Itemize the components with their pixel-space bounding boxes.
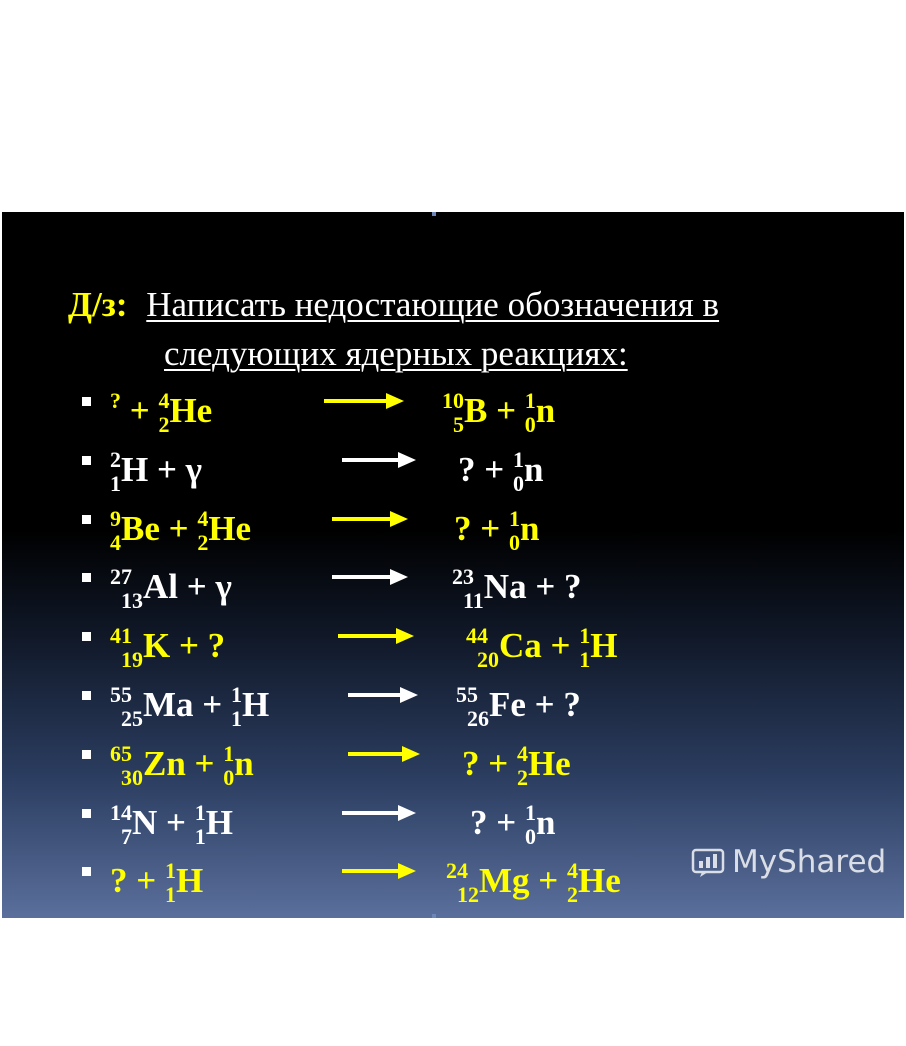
nuclide-term: [579, 623, 618, 672]
nuclide-term: [158, 388, 213, 437]
atomic-number: 7: [121, 824, 132, 849]
mass-number: 4: [158, 388, 170, 413]
nuclide-term: [454, 509, 509, 548]
arrow-icon: [324, 391, 404, 411]
term-text: n: [535, 391, 556, 430]
nuclide-term: [194, 800, 233, 849]
nuclide-term: [110, 800, 195, 849]
mass-number: 2: [110, 447, 121, 472]
term-text: N +: [132, 803, 195, 842]
atomic-number: 0: [508, 530, 520, 555]
arrow-icon: [342, 861, 416, 881]
mass-number: 1: [512, 447, 524, 472]
slide-marker: [432, 212, 436, 216]
mass-number: 24: [446, 858, 468, 883]
term-text: He: [577, 861, 621, 900]
term-text: Ca +: [499, 626, 580, 665]
mass-number: 55: [110, 682, 132, 707]
nuclide-term: [230, 682, 270, 731]
term-text: Mg +: [479, 861, 567, 900]
bullet-icon: [82, 750, 91, 759]
nuclide-term: [110, 564, 232, 613]
atomic-number: 11: [463, 588, 484, 613]
reaction-item: [2, 431, 904, 496]
mass-number: 1: [508, 506, 520, 531]
nuclide-term: [470, 803, 525, 842]
term-text: n: [519, 509, 540, 548]
mass-number: 4: [566, 858, 578, 883]
arrow-icon: [342, 450, 416, 470]
atomic-number: 12: [457, 882, 479, 907]
homework-label: Д/з:: [68, 285, 128, 324]
atomic-number: 0: [524, 824, 536, 849]
atomic-number: 25: [121, 706, 143, 731]
bullet-icon: [82, 809, 91, 818]
nuclide-term: [110, 741, 224, 790]
nuclide-term: [512, 447, 544, 496]
nuclide-term: [110, 682, 231, 731]
atomic-number: 0: [223, 765, 235, 790]
mass-number: 41: [110, 623, 132, 648]
term-text: ? +: [110, 861, 165, 900]
watermark-text: MyShared: [732, 844, 887, 880]
nuclide-term: [110, 388, 121, 430]
reaction-item: [2, 548, 904, 613]
term-text: Ma +: [143, 685, 231, 724]
atomic-number: 2: [158, 412, 170, 437]
term-text: ? +: [462, 744, 517, 783]
term-text: ? +: [470, 803, 525, 842]
mass-number: 1: [223, 741, 235, 766]
bullet-icon: [82, 867, 91, 876]
mass-number: 1: [579, 623, 591, 648]
bullet-icon: [82, 515, 91, 524]
arrow-icon: [338, 626, 414, 646]
term-text: +: [121, 391, 159, 430]
mass-number: 4: [516, 741, 528, 766]
term-text: Na + ?: [483, 567, 582, 606]
atomic-number: 1: [579, 647, 591, 672]
reaction-item: [2, 784, 904, 849]
mass-number: 23: [452, 564, 474, 589]
atomic-number: 2: [516, 765, 528, 790]
atomic-number: 30: [121, 765, 143, 790]
nuclide-term: [164, 858, 204, 907]
mass-number: 1: [230, 682, 242, 707]
nuclide-term: [466, 623, 580, 672]
atomic-number: 1: [230, 706, 242, 731]
term-text: H + γ: [121, 450, 203, 489]
atomic-number: 0: [512, 471, 524, 496]
reaction-item: [2, 725, 904, 790]
nuclide-term: [508, 506, 540, 555]
term-text: B +: [464, 391, 525, 430]
term-text: K + ?: [143, 626, 226, 665]
slide-marker: [432, 914, 436, 918]
term-text: H: [175, 861, 204, 900]
term-text: Zn +: [143, 744, 224, 783]
term-text: ? +: [458, 450, 513, 489]
mass-number: 27: [110, 564, 132, 589]
assignment-heading: [68, 280, 720, 373]
nuclide-term: [442, 388, 525, 437]
heading-line-2: следующих ядерных реакциях:: [164, 334, 628, 373]
bullet-icon: [82, 397, 91, 406]
term-text: He: [527, 744, 571, 783]
bullet-icon: [82, 691, 91, 700]
mass-number: 9: [110, 506, 121, 531]
arrow-icon: [348, 744, 420, 764]
term-text: He: [169, 391, 213, 430]
atomic-number: 1: [164, 882, 176, 907]
nuclide-term: [458, 450, 513, 489]
mass-number: 1: [524, 800, 536, 825]
mass-number: 1: [524, 388, 536, 413]
arrow-icon: [348, 685, 418, 705]
slide: [2, 212, 904, 918]
nuclide-term: [566, 858, 621, 907]
nuclide-term: [456, 682, 581, 731]
mass-number: 4: [197, 506, 209, 531]
atomic-number: 1: [110, 471, 121, 496]
term-text: n: [535, 803, 556, 842]
term-text: He: [208, 509, 252, 548]
arrow-icon: [332, 509, 408, 529]
term-text: Al + γ: [143, 567, 232, 606]
mass-number: 65: [110, 741, 132, 766]
mass-number: 1: [194, 800, 206, 825]
atomic-number: 2: [197, 530, 209, 555]
reaction-reactants: [110, 842, 203, 918]
heading-line-1: Написать недостающие обозначения в: [146, 285, 720, 324]
term-text: H: [590, 626, 618, 665]
mass-number: 10: [442, 388, 464, 413]
nuclide-term: [121, 391, 158, 430]
term-text: n: [523, 450, 544, 489]
nuclide-term: [446, 858, 567, 907]
nuclide-term: [223, 741, 254, 790]
nuclide-term: [110, 623, 226, 672]
arrow-icon: [332, 567, 408, 587]
term-text: ? +: [454, 509, 509, 548]
watermark: [690, 838, 886, 886]
reaction-item: [2, 490, 904, 555]
term-text: Fe + ?: [489, 685, 581, 724]
nuclide-term: [462, 744, 517, 783]
nuclide-term: [110, 506, 198, 555]
nuclide-term: [110, 447, 203, 496]
reaction-item: [2, 666, 904, 731]
term-text: H: [205, 803, 233, 842]
bullet-icon: [82, 632, 91, 641]
nuclide-term: [524, 388, 556, 437]
atomic-number: 5: [453, 412, 464, 437]
reaction-item: [2, 607, 904, 672]
nuclide-term: [452, 564, 582, 613]
bullet-icon: [82, 573, 91, 582]
nuclide-term: [524, 800, 556, 849]
bullet-icon: [82, 456, 91, 465]
reaction-products: [446, 842, 621, 918]
nuclide-term: [110, 861, 165, 900]
nuclide-term: [197, 506, 252, 555]
mass-number: 44: [466, 623, 488, 648]
atomic-number: 0: [524, 412, 536, 437]
atomic-number: 20: [477, 647, 499, 672]
atomic-number: 4: [110, 530, 121, 555]
mass-number: ?: [110, 388, 121, 413]
myshared-logo-icon: [690, 844, 726, 880]
atomic-number: 26: [467, 706, 489, 731]
mass-number: 14: [110, 800, 132, 825]
reaction-item: [2, 372, 904, 437]
mass-number: 55: [456, 682, 478, 707]
mass-number: 1: [164, 858, 176, 883]
term-text: H: [241, 685, 270, 724]
term-text: n: [234, 744, 254, 783]
atomic-number: 19: [121, 647, 143, 672]
term-text: Be +: [121, 509, 198, 548]
atomic-number: 2: [566, 882, 578, 907]
arrow-icon: [342, 803, 416, 823]
nuclide-term: [516, 741, 571, 790]
atomic-number: 1: [194, 824, 206, 849]
atomic-number: 13: [121, 588, 143, 613]
